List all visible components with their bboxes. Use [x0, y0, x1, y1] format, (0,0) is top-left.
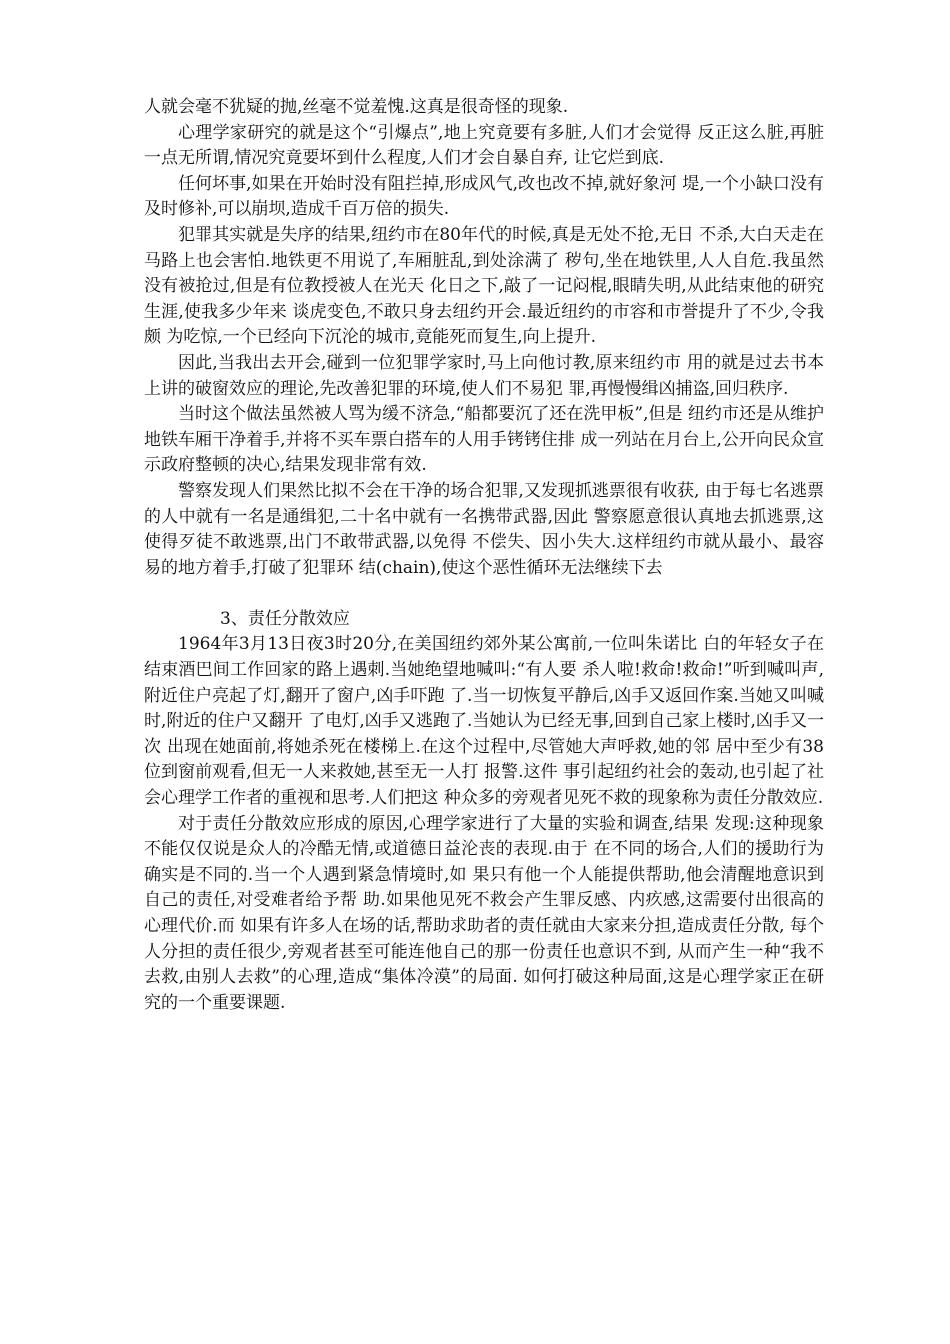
paragraph-fare-evasion: 警察发现人们果然比拟不会在干净的场合犯罪,又发现抓逃票很有收获, 由于每七名逃票的人中就有一名是通缉犯,二十名中就有一名携带武器,因此 警察愿意很认真地去抓逃票,这使得歹徒不敢逃票,出门不敢带武器,以免得 不偿失、因小失大.这样纽约市就从最小、最容易的地方着手,打破了犯罪环 结(chain),使这个恶性循环无法继续下去 [144, 480, 824, 578]
paragraph-broken-windows: 因此,当我出去开会,碰到一位犯罪学家时,马上向他讨教,原来纽约市 用的就是过去书本上讲的破窗效应的理论,先改善犯罪的环境,使人们不易犯 罪,再慢慢缉凶捕盗,回归秩序. [144, 352, 824, 399]
paragraph-kitty-genovese: 1964年3月13日夜3时20分,在美国纽约郊外某公寓前,一位叫朱诺比 白的年轻女子在结束酒巴间工作回家的路上遇刺.当她绝望地喊叫:“有人要 杀人啦!救命!救命!”听到喊叫声,附近住户亮起了灯,翻开了窗户,凶手吓跑 了.当一切恢复平静后,凶手又返回作案.当她又叫喊时,附近的住户又翻开 了电灯,凶手又逃跑了.当她认为已经无事,回到自己家上楼时,凶手又一次 出现在她面前,将她杀死在楼梯上.在这个过程中,尽管她大声呼救,她的邻 居中至少有38位到窗前观看,但无一人来救她,甚至无一人打 报警.这件 事引起纽约社会的轰动,也引起了社会心理学工作者的重视和思考.人们把这 种众多的旁观者见死不救的现象称为责任分散效应. [144, 634, 824, 809]
paragraph-diffusion-causes: 对于责任分散效应形成的原因,心理学家进行了大量的实验和调查,结果 发现:这种现象不能仅仅说是众人的冷酷无情,或道德日益沦丧的表现.由于 在不同的场合,人们的援助行为确实是不同的.当一个人遇到紧急情境时,如 果只有他一个人能提供帮助,他会清醒地意识到自己的责任,对受难者给予帮 助.如果他见死不救会产生罪反感、内疚感,这需要付出很高的心理代价.而 如果有许多人在场的话,帮助求助者的责任就由大家来分担,造成责任分散, 每个人分担的责任很少,旁观者甚至可能连他自己的那一份责任也意识不到, 从而产生一种“我不去救,由别人去救”的心理,造成“集体冷漠”的局面. 如何打破这种局面,这是心理学家正在研究的一个重要课题. [144, 813, 824, 1013]
paragraph-nyc-crime: 犯罪其实就是失序的结果,纽约市在80年代的时候,真是无处不抢,无日 不杀,大白天走在马路上也会害怕.地铁更不用说了,车厢脏乱,到处涂满了 秽句,坐在地铁里,人人自危.我虽然没有被抢过,但是有位教授被人在光天 化日之下,敲了一记闷棍,眼睛失明,从此结束他的研究生涯,使我多少年来 谈虎变色,不敢只身去纽约开会.最近纽约的市容和市誉提升了不少,令我颇 为吃惊,一个已经向下沉沦的城市,竟能死而复生,向上提升. [144, 224, 824, 348]
paragraph-continuation: 人就会毫不犹疑的抛,丝毫不觉羞愧.这真是很奇怪的现象. [144, 97, 569, 117]
section-gap [144, 581, 824, 607]
paragraph-subway-cleanup: 当时这个做法虽然被人骂为缓不济急,“船都要沉了还在洗甲板”,但是 纽约市还是从维护地铁车厢干净着手,并将不买车票白搭车的人用手铐铐住排 成一列站在月台上,公开向民众宣示政府整顿的决心,结果发现非常有效. [144, 404, 824, 476]
paragraph-levee-analogy: 任何坏事,如果在开始时没有阻拦掉,形成风气,改也改不掉,就好象河 堤,一个小缺口没有及时修补,可以崩坝,造成千百万倍的损失. [144, 173, 824, 220]
paragraph-tipping-point: 心理学家研究的就是这个“引爆点”,地上究竟要有多脏,人们才会觉得 反正这么脏,再脏一点无所谓,情况究竟要坏到什么程度,人们才会自暴自弃, 让它烂到底. [144, 122, 824, 169]
document-body [144, 95, 824, 1016]
section-heading: 3、责任分散效应 [220, 608, 350, 629]
